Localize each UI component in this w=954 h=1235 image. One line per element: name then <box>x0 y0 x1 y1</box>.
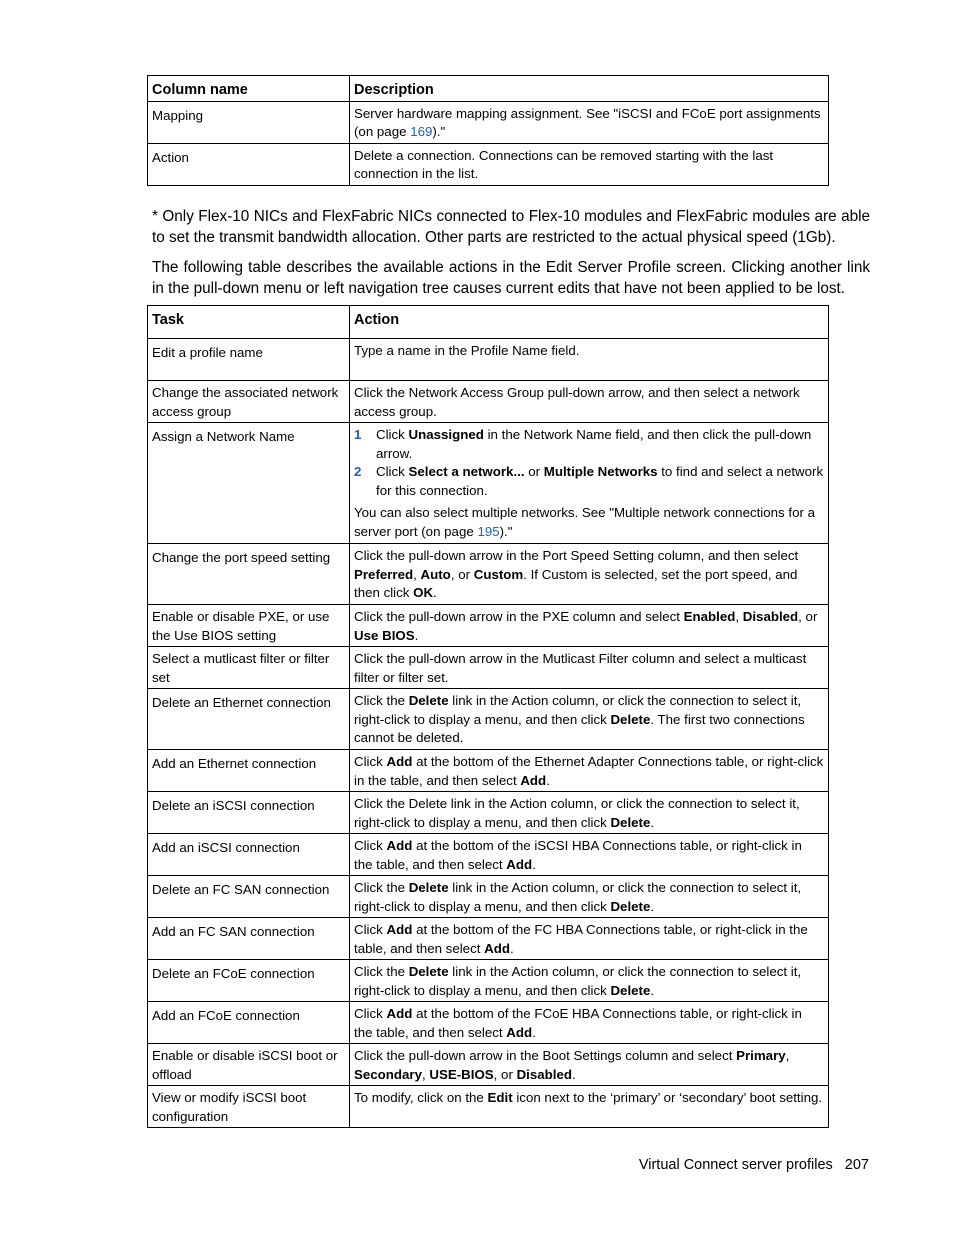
task-cell: Add an Ethernet connection <box>148 750 350 792</box>
bold-term: Auto <box>420 566 451 582</box>
table-row <box>148 101 829 143</box>
footer-section-title: Virtual Connect server profiles <box>638 1157 833 1173</box>
bold-term: Add <box>506 1024 533 1040</box>
table-row <box>148 423 829 544</box>
task-cell: Edit a profile name <box>148 339 350 381</box>
table-header-row <box>148 76 829 102</box>
bold-term: OK <box>413 585 434 600</box>
task-cell: Add an FCoE connection <box>148 1002 350 1044</box>
bold-term: Add <box>506 856 533 872</box>
bold-term: USE-BIOS <box>429 1066 494 1082</box>
bold-term: Delete <box>408 880 449 895</box>
action-cell: Click the Network Access Group pull-down arrow, and then select a network access group. <box>350 381 829 423</box>
bold-term: Add <box>386 1006 413 1021</box>
bold-term: Delete <box>610 814 651 830</box>
bold-term: Add <box>484 940 510 956</box>
bold-term: Multiple Networks <box>543 464 658 479</box>
task-cell: Enable or disable PXE, or use the Use BIOS setting <box>148 605 350 647</box>
action-cell: Click Add at the bottom of the FC HBA Connections table, or right-click in the table, and then select Add. <box>350 918 829 960</box>
bold-term: Add <box>520 772 547 788</box>
task-cell: Assign a Network Name <box>148 423 350 544</box>
column-name-cell: Mapping <box>148 101 350 143</box>
task-cell: Delete an FCoE connection <box>148 960 350 1002</box>
bold-term: Delete <box>610 982 651 998</box>
bold-term: Disabled <box>742 609 799 624</box>
description-cell: Delete a connection. Connections can be removed starting with the last connection in the list. <box>350 143 829 185</box>
bold-term: Edit <box>487 1090 513 1105</box>
action-cell: Click Add at the bottom of the iSCSI HBA Connections table, or right-click in the table, and then select Add. <box>350 834 829 876</box>
column-header: Description <box>350 76 829 102</box>
column-header: Task <box>148 306 350 339</box>
table-row <box>148 960 829 1002</box>
action-cell: Click the pull-down arrow in the PXE column and select Enabled, Disabled, or Use BIOS. <box>350 605 829 647</box>
bold-term: Unassigned <box>408 427 484 442</box>
action-cell: Type a name in the Profile Name field. <box>350 339 829 381</box>
task-cell: Delete an Ethernet connection <box>148 689 350 750</box>
table-row <box>148 689 829 750</box>
bold-term: Disabled <box>516 1066 572 1082</box>
column-header: Action <box>350 306 829 339</box>
table-row <box>148 834 829 876</box>
bold-term: Delete <box>610 711 651 727</box>
table-row <box>148 339 829 381</box>
action-cell: Click the Delete link in the Action column, or click the connection to select it, right-click to display a menu, and then click Delete. <box>350 876 829 918</box>
column-name-cell: Action <box>148 143 350 185</box>
description-text: )." <box>432 124 446 139</box>
page-number: 207 <box>844 1157 869 1173</box>
intro-paragraph: The following table describes the available actions in the Edit Server Profile screen. Clicking another link in the pull-down menu or left navigation tree causes current edits that have not been applied to be lost. <box>152 259 870 297</box>
bold-term: Enabled <box>683 609 736 624</box>
bold-term: Secondary <box>354 1066 422 1082</box>
bold-term: Add <box>386 922 413 937</box>
page-link[interactable]: 169 <box>410 124 433 139</box>
note-text: You can also select multiple networks. See "Multiple network connections for a server port (on page 195)." <box>354 505 815 539</box>
task-cell: Add an iSCSI connection <box>148 834 350 876</box>
action-cell: Click Add at the bottom of the FCoE HBA Connections table, or right-click in the table, and then select Add. <box>350 1002 829 1044</box>
step-item: 2 Click Select a network... or Multiple Networks to find and select a network for this connection. <box>354 464 824 498</box>
table-row <box>148 792 829 834</box>
table-header-row <box>148 306 829 339</box>
step-number: 1 <box>354 427 362 442</box>
bold-term: Delete <box>610 898 651 914</box>
column-header: Column name <box>148 76 350 102</box>
table-row <box>148 143 829 185</box>
table-row <box>148 918 829 960</box>
task-action-body <box>148 339 829 1128</box>
task-cell: Enable or disable iSCSI boot or offload <box>148 1044 350 1086</box>
description-text: Server hardware mapping assignment. See "iSCSI and FCoE port assignments (on page <box>354 105 821 139</box>
action-cell <box>350 423 829 544</box>
bold-term: Primary <box>736 1048 786 1063</box>
table-row <box>148 544 829 605</box>
bold-term: Preferred <box>354 566 414 582</box>
column-description-table <box>147 75 829 186</box>
bold-term: Custom <box>473 566 524 582</box>
bold-term: Use BIOS <box>354 627 415 643</box>
bold-term: Delete <box>408 693 449 708</box>
bold-term: Add <box>386 838 413 853</box>
action-cell: Click the pull-down arrow in the Mutlicast Filter column and select a multicast filter or filter set. <box>350 647 829 689</box>
action-cell: Click the Delete link in the Action column, or click the connection to select it, right-click to display a menu, and then click Delete. <box>350 960 829 1002</box>
task-cell: View or modify iSCSI boot configuration <box>148 1086 350 1128</box>
task-cell: Delete an FC SAN connection <box>148 876 350 918</box>
table-row <box>148 381 829 423</box>
action-cell: Click Add at the bottom of the Ethernet Adapter Connections table, or right-click in the table, and then select Add. <box>350 750 829 792</box>
action-cell: To modify, click on the Edit icon next to the ‘primary’ or ‘secondary’ boot setting. <box>350 1086 829 1128</box>
bold-term: Select a network... <box>408 464 525 479</box>
page-footer <box>639 1157 869 1173</box>
step-item: 1 Click Unassigned in the Network Name field, and then click the pull-down arrow. <box>354 427 812 461</box>
table-row <box>148 750 829 792</box>
task-cell: Change the associated network access group <box>148 381 350 423</box>
step-number: 2 <box>354 464 362 479</box>
table-row <box>148 647 829 689</box>
task-action-table <box>147 305 829 1128</box>
bold-term: Delete <box>408 964 449 979</box>
task-cell: Delete an iSCSI connection <box>148 792 350 834</box>
bold-term: Add <box>386 754 413 769</box>
action-cell: Click the pull-down arrow in the Boot Settings column and select Primary, Secondary, USE-BIOS, or Disabled. <box>350 1044 829 1086</box>
page-link[interactable]: 195 <box>477 523 500 539</box>
task-cell: Change the port speed setting <box>148 544 350 605</box>
steps-list <box>354 426 824 500</box>
table-row <box>148 1044 829 1086</box>
description-cell <box>350 101 829 143</box>
table-row <box>148 605 829 647</box>
action-cell: Click the pull-down arrow in the Port Speed Setting column, and then select Preferred, Auto, or Custom. If Custom is selected, set the port speed, and then click OK. <box>350 544 829 605</box>
table-row <box>148 1002 829 1044</box>
task-cell: Select a mutlicast filter or filter set <box>148 647 350 689</box>
table-row <box>148 876 829 918</box>
task-cell: Add an FC SAN connection <box>148 918 350 960</box>
table-row <box>148 1086 829 1128</box>
footnote-paragraph: * Only Flex-10 NICs and FlexFabric NICs connected to Flex-10 modules and FlexFabric modules are able to set the transmit bandwidth allocation. Other parts are restricted to the actual physical speed (1Gb). <box>152 208 870 246</box>
action-cell: Click the Delete link in the Action column, or click the connection to select it, right-click to display a menu, and then click Delete. The first two connections cannot be deleted. <box>350 689 829 750</box>
action-cell: Click the Delete link in the Action column, or click the connection to select it, right-click to display a menu, and then click Delete. <box>350 792 829 834</box>
